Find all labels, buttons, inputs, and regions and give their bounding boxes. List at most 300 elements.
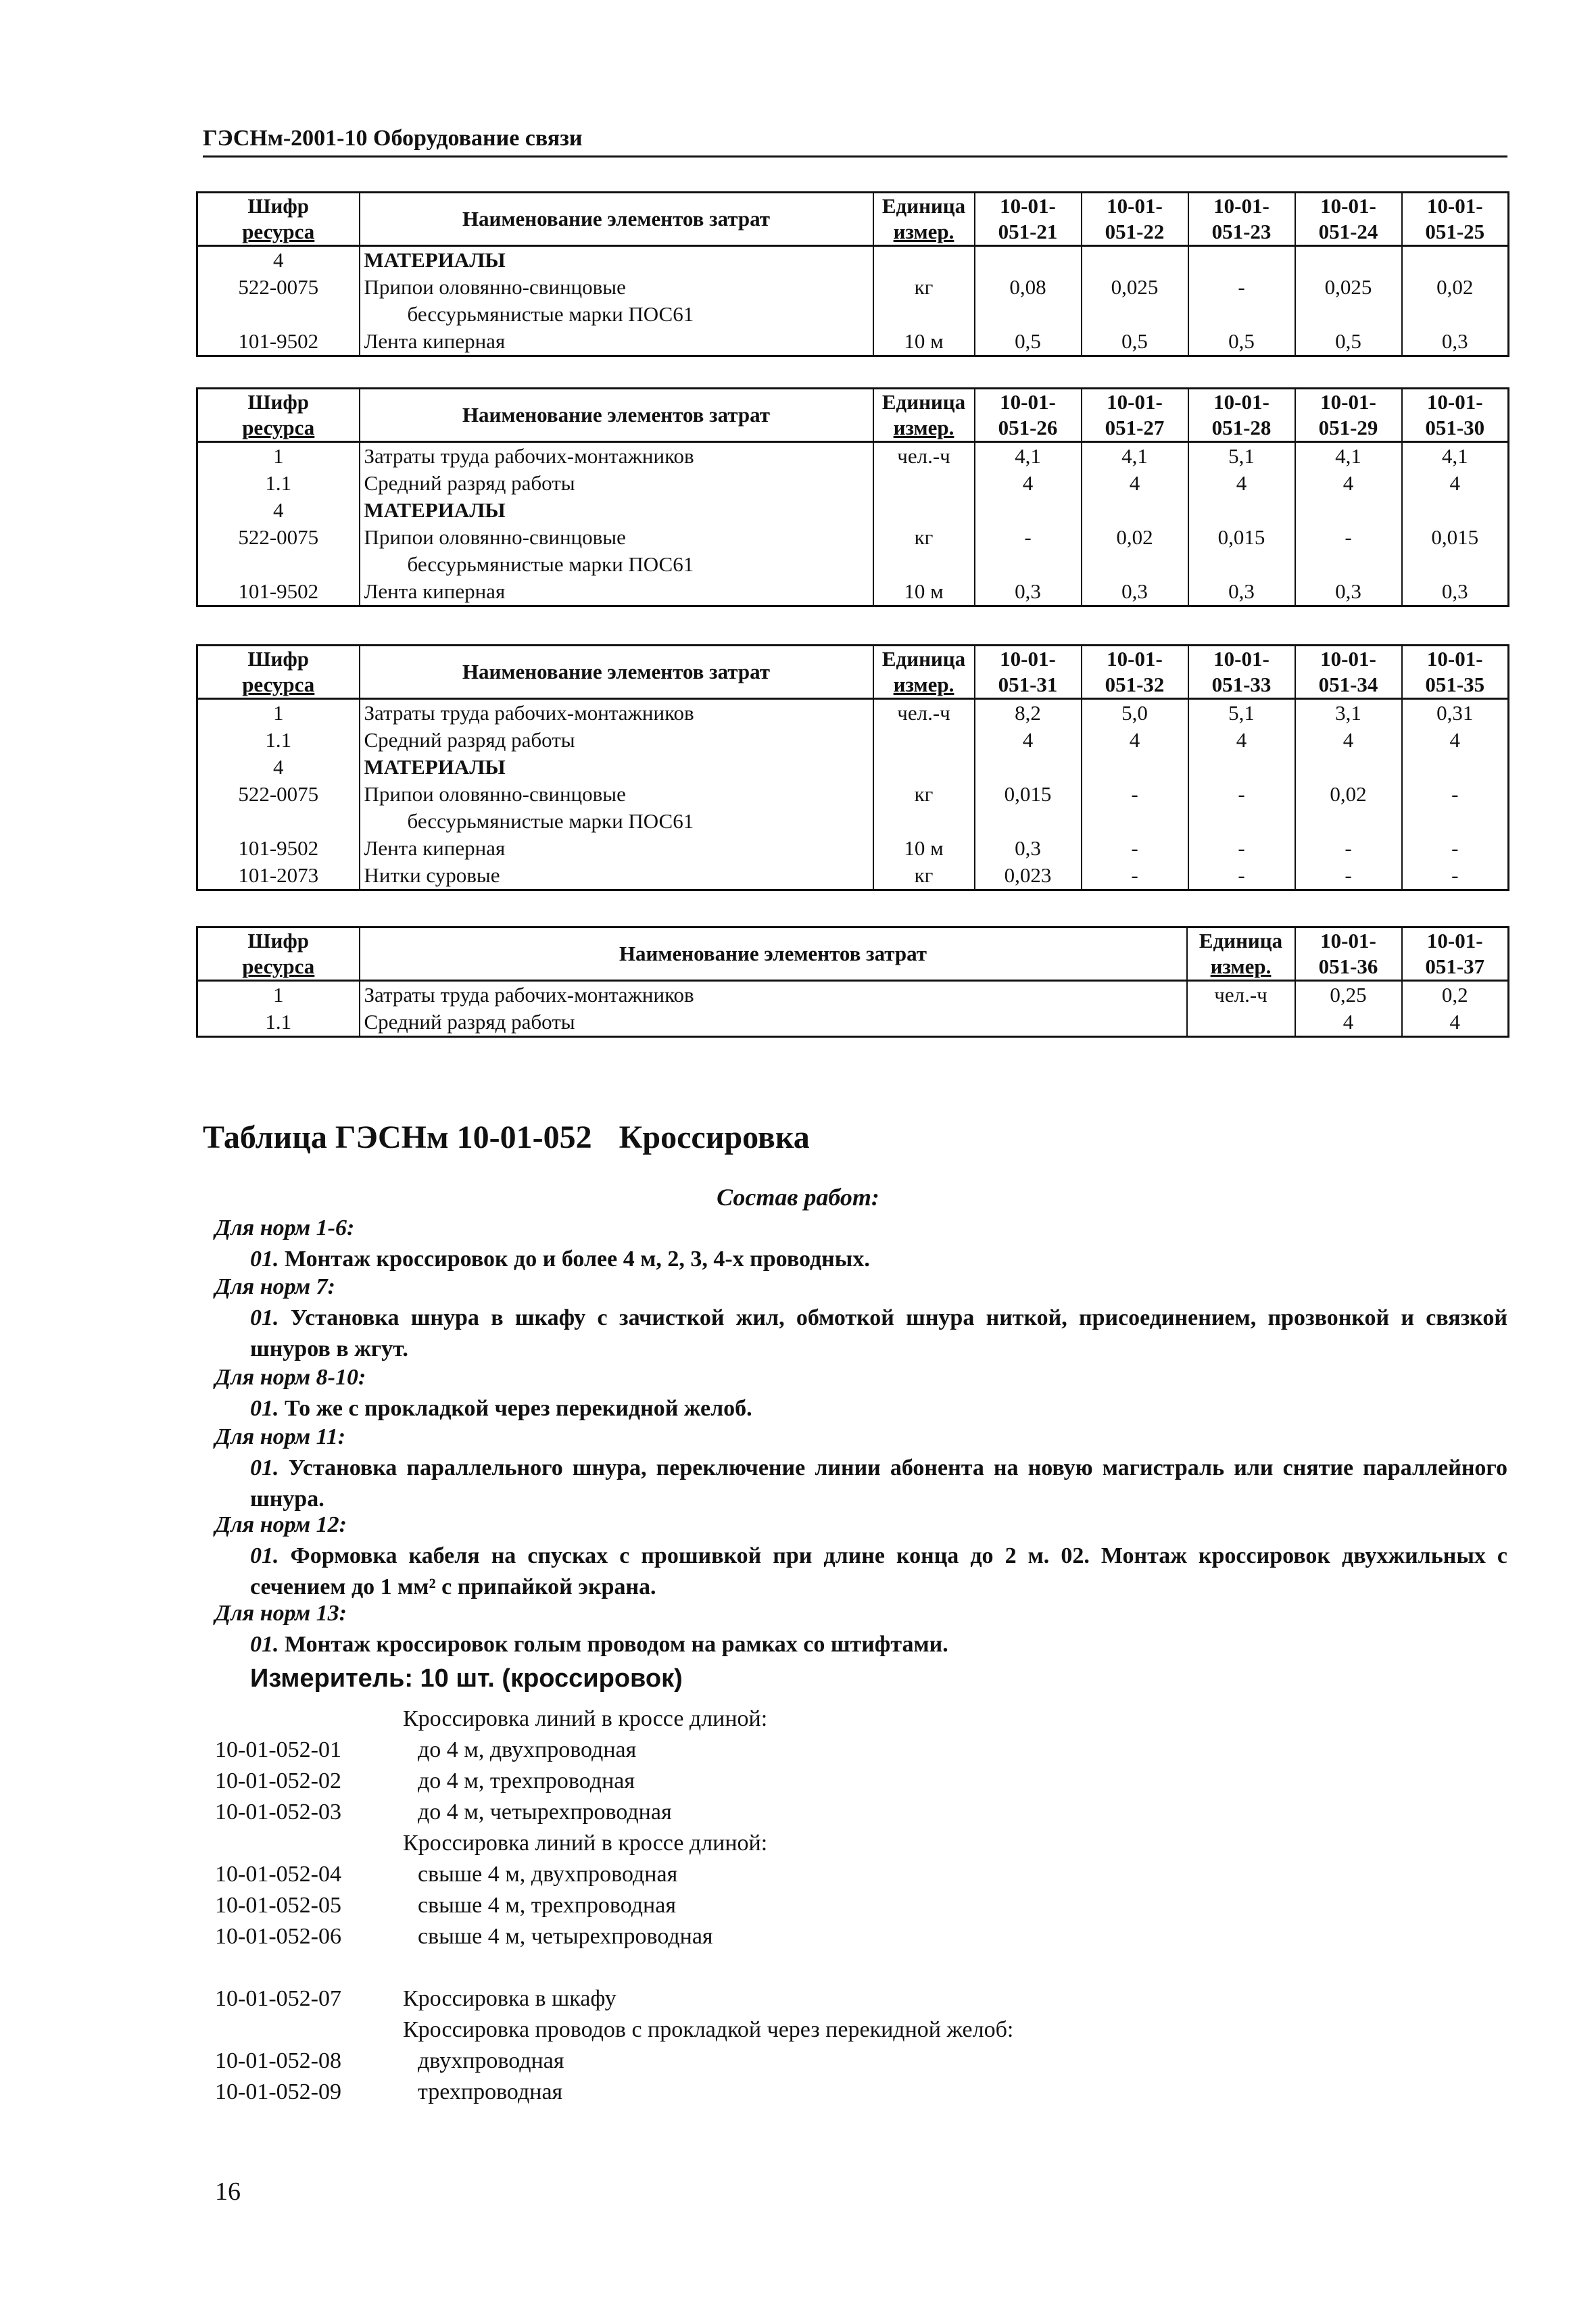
resource-unit bbox=[873, 246, 975, 274]
resource-code: 1.1 bbox=[197, 1009, 360, 1037]
resource-value bbox=[1082, 246, 1188, 274]
header-code bbox=[197, 646, 360, 699]
header-unit-line2: измер. bbox=[893, 220, 954, 243]
resource-unit bbox=[873, 301, 975, 328]
norm-row bbox=[215, 1735, 1499, 1766]
resource-value bbox=[1295, 754, 1402, 781]
norm-code-line2: 051-24 bbox=[1318, 220, 1378, 243]
norm-code-line1: 10-01- bbox=[1000, 390, 1056, 414]
norm-text: Кроссировка в шкафу bbox=[403, 1986, 616, 2011]
resource-value: 0,025 bbox=[1295, 274, 1402, 301]
norm-code-line1: 10-01- bbox=[1107, 194, 1163, 218]
table-row bbox=[197, 808, 1509, 835]
norm-code-line2: 051-37 bbox=[1425, 955, 1485, 978]
page-number: 16 bbox=[215, 2177, 241, 2206]
resource-value: - bbox=[1295, 862, 1402, 890]
resource-value bbox=[975, 246, 1082, 274]
resource-code: 1 bbox=[197, 442, 360, 471]
header-code-line2: ресурса bbox=[242, 673, 315, 696]
resource-value bbox=[975, 301, 1082, 328]
resource-value bbox=[1402, 246, 1509, 274]
norm-code-line1: 10-01- bbox=[1320, 390, 1376, 414]
header-norm-code bbox=[1402, 389, 1509, 442]
resource-code: 1 bbox=[197, 699, 360, 727]
norm-code-line1: 10-01- bbox=[1320, 647, 1376, 671]
resource-value: - bbox=[1188, 835, 1295, 862]
resource-value: 0,02 bbox=[1295, 781, 1402, 808]
resource-value: 0,3 bbox=[1402, 328, 1509, 356]
resource-unit bbox=[873, 497, 975, 524]
resource-value: 5,1 bbox=[1188, 442, 1295, 471]
resource-table-3 bbox=[196, 644, 1509, 891]
norm-text: свыше 4 м, двухпроводная bbox=[418, 1862, 678, 1887]
norm-row bbox=[215, 1890, 1499, 1921]
resource-value: - bbox=[1188, 862, 1295, 890]
header-norm-code bbox=[1295, 927, 1402, 981]
resource-value bbox=[1188, 301, 1295, 328]
resource-value: 0,3 bbox=[1402, 578, 1509, 606]
work-composition-heading: Состав работ: bbox=[717, 1184, 879, 1211]
header-norm-code bbox=[1082, 389, 1188, 442]
norm-row bbox=[215, 1952, 1499, 1983]
norm-text: свыше 4 м, четырехпроводная bbox=[418, 1924, 713, 1949]
header-code-line1: Шифр bbox=[247, 194, 310, 218]
resource-name: Затраты труда рабочих-монтажников bbox=[360, 699, 873, 727]
resource-value: 4 bbox=[1295, 470, 1402, 497]
resource-name: Затраты труда рабочих-монтажников bbox=[360, 442, 873, 471]
resource-name: Нитки суровые bbox=[360, 862, 873, 890]
resource-code bbox=[197, 808, 360, 835]
resource-value: 8,2 bbox=[975, 699, 1082, 727]
table-title bbox=[203, 1119, 810, 1156]
header-norm-code bbox=[975, 389, 1082, 442]
resource-value: 0,5 bbox=[1188, 328, 1295, 356]
norm-code-line1: 10-01- bbox=[1213, 194, 1269, 218]
table-row bbox=[197, 497, 1509, 524]
work-item-number: 01. bbox=[250, 1396, 279, 1421]
resource-value: 0,25 bbox=[1295, 981, 1402, 1009]
header-unit-line1: Единица bbox=[881, 194, 966, 218]
norm-text: до 4 м, двухпроводная bbox=[418, 1737, 637, 1762]
header-unit-line2: измер. bbox=[893, 416, 954, 439]
resource-value bbox=[975, 551, 1082, 578]
norm-code-line2: 051-22 bbox=[1105, 220, 1165, 243]
resource-value: - bbox=[1082, 862, 1188, 890]
norm-text: до 4 м, трехпроводная bbox=[418, 1768, 635, 1793]
resource-code bbox=[197, 301, 360, 328]
resource-code: 522-0075 bbox=[197, 781, 360, 808]
resource-unit: чел.-ч bbox=[873, 442, 975, 471]
norm-code-line1: 10-01- bbox=[1426, 647, 1483, 671]
work-item bbox=[250, 1303, 1507, 1365]
norm-code-line2: 051-23 bbox=[1211, 220, 1272, 243]
resource-table-2 bbox=[196, 387, 1509, 607]
norm-code-line2: 051-35 bbox=[1425, 673, 1485, 696]
work-item bbox=[250, 1541, 1507, 1603]
resource-name: МАТЕРИАЛЫ bbox=[360, 754, 873, 781]
header-name: Наименование элементов затрат bbox=[360, 646, 873, 699]
header-norm-code bbox=[1082, 193, 1188, 246]
resource-value bbox=[1402, 754, 1509, 781]
norm-code: 10-01-052-07 bbox=[215, 1986, 341, 2011]
norm-code-line2: 051-21 bbox=[998, 220, 1058, 243]
resource-value: 4 bbox=[1188, 727, 1295, 754]
norm-group-label: Для норм 1-6: bbox=[215, 1215, 355, 1240]
norm-row bbox=[215, 1766, 1499, 1797]
resource-table-4 bbox=[196, 926, 1509, 1038]
resource-value bbox=[1188, 246, 1295, 274]
resource-name: Припои оловянно-свинцовые bbox=[360, 524, 873, 551]
resource-unit bbox=[873, 470, 975, 497]
resource-value bbox=[1188, 497, 1295, 524]
norm-code-line2: 051-25 bbox=[1425, 220, 1485, 243]
table-title-name: Кроссировка bbox=[619, 1119, 810, 1155]
norm-text: двухпроводная bbox=[418, 2048, 564, 2073]
norm-code: 10-01-052-05 bbox=[215, 1893, 341, 1918]
header-norm-code bbox=[1188, 193, 1295, 246]
norm-code-line1: 10-01- bbox=[1426, 929, 1483, 952]
norm-code-line2: 051-33 bbox=[1211, 673, 1272, 696]
resource-value bbox=[1082, 551, 1188, 578]
resource-value: 0,015 bbox=[975, 781, 1082, 808]
resource-unit: 10 м bbox=[873, 328, 975, 356]
table-row bbox=[197, 524, 1509, 551]
work-item-number: 01. bbox=[250, 1305, 279, 1330]
norm-text: свыше 4 м, трехпроводная bbox=[418, 1893, 676, 1918]
resource-unit: кг bbox=[873, 781, 975, 808]
norm-code-line1: 10-01- bbox=[1107, 647, 1163, 671]
norm-code: 10-01-052-02 bbox=[215, 1768, 341, 1793]
work-item-text: Монтаж кроссировок голым проводом на рамках со штифтами. bbox=[285, 1632, 948, 1657]
resource-unit: кг bbox=[873, 274, 975, 301]
norm-row bbox=[215, 1921, 1499, 1952]
table-row bbox=[197, 274, 1509, 301]
norm-group-label: Для норм 11: bbox=[215, 1424, 346, 1449]
header-unit bbox=[873, 193, 975, 246]
resource-value bbox=[1188, 808, 1295, 835]
resource-value: - bbox=[1402, 781, 1509, 808]
header-unit-line2: измер. bbox=[893, 673, 954, 696]
table-row bbox=[197, 1009, 1509, 1037]
norm-row bbox=[215, 1704, 1499, 1735]
norm-code-line2: 051-34 bbox=[1318, 673, 1378, 696]
resource-value: 0,3 bbox=[1188, 578, 1295, 606]
resource-value: 0,02 bbox=[1082, 524, 1188, 551]
work-item-number: 01. bbox=[250, 1247, 279, 1272]
resource-value bbox=[1402, 301, 1509, 328]
norm-code-line2: 051-29 bbox=[1318, 416, 1378, 439]
norm-code-line2: 051-30 bbox=[1425, 416, 1485, 439]
resource-value: 0,023 bbox=[975, 862, 1082, 890]
table-row bbox=[197, 301, 1509, 328]
work-item-number: 01. bbox=[250, 1632, 279, 1657]
resource-value: - bbox=[1082, 781, 1188, 808]
resource-unit bbox=[1187, 1009, 1295, 1037]
norm-code-line1: 10-01- bbox=[1426, 194, 1483, 218]
resource-value: - bbox=[1082, 835, 1188, 862]
resource-value bbox=[1188, 551, 1295, 578]
resource-value bbox=[975, 754, 1082, 781]
norm-text: Кроссировка линий в кроссе длиной: bbox=[403, 1706, 768, 1731]
resource-value: 0,5 bbox=[1082, 328, 1188, 356]
work-item-number: 01. bbox=[250, 1455, 279, 1480]
header-norm-code bbox=[975, 193, 1082, 246]
work-item bbox=[250, 1244, 1507, 1275]
header-norm-code bbox=[975, 646, 1082, 699]
norm-code-line2: 051-36 bbox=[1318, 955, 1378, 978]
header-unit-line1: Единица bbox=[881, 390, 966, 414]
table-row bbox=[197, 981, 1509, 1009]
work-item-text: Формовка кабеля на спусках с прошивкой при длине конца до 2 м. 02. Монтаж кроссировок двухжильных с сечением до 1 мм² с припайкой экрана. bbox=[250, 1543, 1507, 1599]
resource-value: 4 bbox=[975, 470, 1082, 497]
header-code-line1: Шифр bbox=[247, 390, 310, 414]
resource-value: 0,3 bbox=[1295, 578, 1402, 606]
header-norm-code bbox=[1188, 389, 1295, 442]
resource-value: 0,015 bbox=[1188, 524, 1295, 551]
work-item-text: То же с прокладкой через перекидной желоб. bbox=[285, 1396, 752, 1421]
norm-row bbox=[215, 1828, 1499, 1859]
header-code-line2: ресурса bbox=[242, 416, 315, 439]
resource-unit: 10 м bbox=[873, 835, 975, 862]
resource-name: Средний разряд работы bbox=[360, 727, 873, 754]
norm-code-line1: 10-01- bbox=[1320, 929, 1376, 952]
resource-code: 101-9502 bbox=[197, 578, 360, 606]
resource-value: - bbox=[1188, 274, 1295, 301]
header-code bbox=[197, 927, 360, 981]
table-header-row bbox=[197, 927, 1509, 981]
norm-code-line2: 051-26 bbox=[998, 416, 1058, 439]
resource-value: 5,1 bbox=[1188, 699, 1295, 727]
resource-value: 0,31 bbox=[1402, 699, 1509, 727]
norm-code: 10-01-052-06 bbox=[215, 1924, 341, 1949]
resource-unit bbox=[873, 808, 975, 835]
resource-code: 4 bbox=[197, 497, 360, 524]
header-norm-code bbox=[1295, 193, 1402, 246]
resource-value: 4 bbox=[975, 727, 1082, 754]
resource-name: Лента киперная bbox=[360, 328, 873, 356]
resource-value: - bbox=[1295, 524, 1402, 551]
resource-value bbox=[975, 808, 1082, 835]
resource-unit: чел.-ч bbox=[873, 699, 975, 727]
resource-value bbox=[1188, 754, 1295, 781]
header-unit bbox=[873, 389, 975, 442]
resource-name: Лента киперная bbox=[360, 835, 873, 862]
work-item bbox=[250, 1629, 1507, 1660]
resource-value: 0,3 bbox=[975, 835, 1082, 862]
resource-value: 4 bbox=[1082, 727, 1188, 754]
norm-code-line1: 10-01- bbox=[1000, 194, 1056, 218]
header-name: Наименование элементов затрат bbox=[360, 927, 1187, 981]
header-unit bbox=[873, 646, 975, 699]
table-header-row bbox=[197, 646, 1509, 699]
header-code-line1: Шифр bbox=[247, 647, 310, 671]
norm-list bbox=[215, 1704, 1499, 2108]
norm-text: Кроссировка проводов с прокладкой через перекидной желоб: bbox=[403, 2017, 1014, 2042]
header-norm-code bbox=[1295, 646, 1402, 699]
resource-code bbox=[197, 551, 360, 578]
work-item bbox=[250, 1453, 1507, 1515]
header-name: Наименование элементов затрат bbox=[360, 389, 873, 442]
resource-unit: чел.-ч bbox=[1187, 981, 1295, 1009]
norm-code: 10-01-052-09 bbox=[215, 2079, 341, 2104]
header-code-line1: Шифр bbox=[247, 929, 310, 952]
resource-value: 0,025 bbox=[1082, 274, 1188, 301]
resource-value: 0,3 bbox=[1082, 578, 1188, 606]
resource-value: 4,1 bbox=[1082, 442, 1188, 471]
resource-value bbox=[1402, 808, 1509, 835]
resource-code: 1.1 bbox=[197, 727, 360, 754]
resource-value bbox=[975, 497, 1082, 524]
norm-code: 10-01-052-01 bbox=[215, 1737, 341, 1762]
header-name: Наименование элементов затрат bbox=[360, 193, 873, 246]
resource-value: - bbox=[975, 524, 1082, 551]
table-row bbox=[197, 551, 1509, 578]
resource-code: 4 bbox=[197, 754, 360, 781]
resource-value: 4 bbox=[1402, 1009, 1509, 1037]
resource-value bbox=[1295, 246, 1402, 274]
norm-code-line1: 10-01- bbox=[1107, 390, 1163, 414]
resource-value: 0,3 bbox=[975, 578, 1082, 606]
table-title-label: Таблица ГЭСНм 10-01-052 bbox=[203, 1119, 592, 1155]
work-item-text: Монтаж кроссировок до и более 4 м, 2, 3, 4-х проводных. bbox=[285, 1247, 870, 1272]
header-norm-code bbox=[1402, 646, 1509, 699]
table-row bbox=[197, 246, 1509, 274]
resource-name: бессурьмянистые марки ПОС61 bbox=[360, 301, 873, 328]
norm-code-line1: 10-01- bbox=[1320, 194, 1376, 218]
resource-value: 3,1 bbox=[1295, 699, 1402, 727]
resource-name: Затраты труда рабочих-монтажников bbox=[360, 981, 1187, 1009]
norm-row bbox=[215, 1859, 1499, 1890]
resource-value: 0,015 bbox=[1402, 524, 1509, 551]
table-row bbox=[197, 470, 1509, 497]
resource-code: 101-9502 bbox=[197, 328, 360, 356]
resource-value: 4 bbox=[1295, 1009, 1402, 1037]
resource-value bbox=[1082, 497, 1188, 524]
table-row bbox=[197, 727, 1509, 754]
table-row bbox=[197, 328, 1509, 356]
resource-value: - bbox=[1402, 835, 1509, 862]
table-header-row bbox=[197, 389, 1509, 442]
resource-value: 4,1 bbox=[1402, 442, 1509, 471]
header-unit-line1: Единица bbox=[1199, 929, 1283, 952]
norm-row bbox=[215, 1983, 1499, 2015]
norm-code: 10-01-052-08 bbox=[215, 2048, 341, 2073]
measure-unit: Измеритель: 10 шт. (кроссировок) bbox=[250, 1664, 683, 1693]
resource-value: 4 bbox=[1402, 470, 1509, 497]
resource-value: 0,02 bbox=[1402, 274, 1509, 301]
resource-value: 0,08 bbox=[975, 274, 1082, 301]
resource-value: 4 bbox=[1295, 727, 1402, 754]
resource-name: МАТЕРИАЛЫ bbox=[360, 246, 873, 274]
resource-table-1 bbox=[196, 191, 1509, 357]
resource-unit bbox=[873, 551, 975, 578]
resource-code: 1.1 bbox=[197, 470, 360, 497]
table-row bbox=[197, 781, 1509, 808]
resource-value bbox=[1402, 497, 1509, 524]
header-norm-code bbox=[1082, 646, 1188, 699]
resource-value: 4,1 bbox=[1295, 442, 1402, 471]
resource-name: Припои оловянно-свинцовые bbox=[360, 781, 873, 808]
resource-unit bbox=[873, 727, 975, 754]
norm-row bbox=[215, 1797, 1499, 1828]
resource-name: Средний разряд работы bbox=[360, 1009, 1187, 1037]
resource-value bbox=[1402, 551, 1509, 578]
resource-value: 5,0 bbox=[1082, 699, 1188, 727]
header-code bbox=[197, 193, 360, 246]
resource-value bbox=[1082, 301, 1188, 328]
norm-code: 10-01-052-03 bbox=[215, 1800, 341, 1825]
resource-value bbox=[1082, 808, 1188, 835]
norm-code-line2: 051-31 bbox=[998, 673, 1058, 696]
header-norm-code bbox=[1402, 927, 1509, 981]
norm-row bbox=[215, 2077, 1499, 2108]
work-item-text: Установка шнура в шкафу с зачисткой жил, обмоткой шнура ниткой, присоединением, прозвонкой и связкой шнуров в жгут. bbox=[250, 1305, 1508, 1361]
norm-group-label: Для норм 12: bbox=[215, 1512, 347, 1537]
resource-code: 101-9502 bbox=[197, 835, 360, 862]
resource-name: Лента киперная bbox=[360, 578, 873, 606]
norm-row bbox=[215, 2015, 1499, 2046]
resource-name: Припои оловянно-свинцовые bbox=[360, 274, 873, 301]
resource-code: 1 bbox=[197, 981, 360, 1009]
resource-unit: кг bbox=[873, 862, 975, 890]
norm-text: до 4 м, четырехпроводная bbox=[418, 1800, 672, 1825]
resource-value: - bbox=[1402, 862, 1509, 890]
resource-value: 4 bbox=[1402, 727, 1509, 754]
resource-code: 522-0075 bbox=[197, 274, 360, 301]
header-code bbox=[197, 389, 360, 442]
norm-code-line2: 051-27 bbox=[1105, 416, 1165, 439]
resource-value bbox=[1295, 808, 1402, 835]
norm-code-line1: 10-01- bbox=[1213, 647, 1269, 671]
work-item-number: 01. bbox=[250, 1543, 279, 1568]
table-row bbox=[197, 699, 1509, 727]
header-norm-code bbox=[1402, 193, 1509, 246]
resource-unit bbox=[873, 754, 975, 781]
work-item bbox=[250, 1393, 1507, 1424]
resource-unit: кг bbox=[873, 524, 975, 551]
norm-code-line1: 10-01- bbox=[1213, 390, 1269, 414]
work-item-text: Установка параллельного шнура, переключение линии абонента на новую магистраль или снятие параллейного шнура. bbox=[250, 1455, 1507, 1512]
header-unit-line1: Единица bbox=[881, 647, 966, 671]
resource-value bbox=[1295, 497, 1402, 524]
resource-name: бессурьмянистые марки ПОС61 bbox=[360, 551, 873, 578]
norm-group-label: Для норм 13: bbox=[215, 1601, 347, 1626]
resource-unit: 10 м bbox=[873, 578, 975, 606]
resource-value: - bbox=[1188, 781, 1295, 808]
norm-code-line1: 10-01- bbox=[1000, 647, 1056, 671]
header-code-line2: ресурса bbox=[242, 220, 315, 243]
norm-code-line1: 10-01- bbox=[1426, 390, 1483, 414]
header-norm-code bbox=[1295, 389, 1402, 442]
norm-code-line2: 051-32 bbox=[1105, 673, 1165, 696]
resource-code: 522-0075 bbox=[197, 524, 360, 551]
norm-row bbox=[215, 2046, 1499, 2077]
resource-value: 0,2 bbox=[1402, 981, 1509, 1009]
resource-name: Средний разряд работы bbox=[360, 470, 873, 497]
resource-value: 0,5 bbox=[975, 328, 1082, 356]
norm-code: 10-01-052-04 bbox=[215, 1862, 341, 1887]
norm-text: Кроссировка линий в кроссе длиной: bbox=[403, 1831, 768, 1856]
header-code-line2: ресурса bbox=[242, 955, 315, 978]
resource-name: бессурьмянистые марки ПОС61 bbox=[360, 808, 873, 835]
table-row bbox=[197, 862, 1509, 890]
resource-value: 4,1 bbox=[975, 442, 1082, 471]
norm-code-line2: 051-28 bbox=[1211, 416, 1272, 439]
resource-value: 4 bbox=[1188, 470, 1295, 497]
resource-value bbox=[1295, 301, 1402, 328]
norm-text: трехпроводная bbox=[418, 2079, 563, 2104]
resource-value: 4 bbox=[1082, 470, 1188, 497]
